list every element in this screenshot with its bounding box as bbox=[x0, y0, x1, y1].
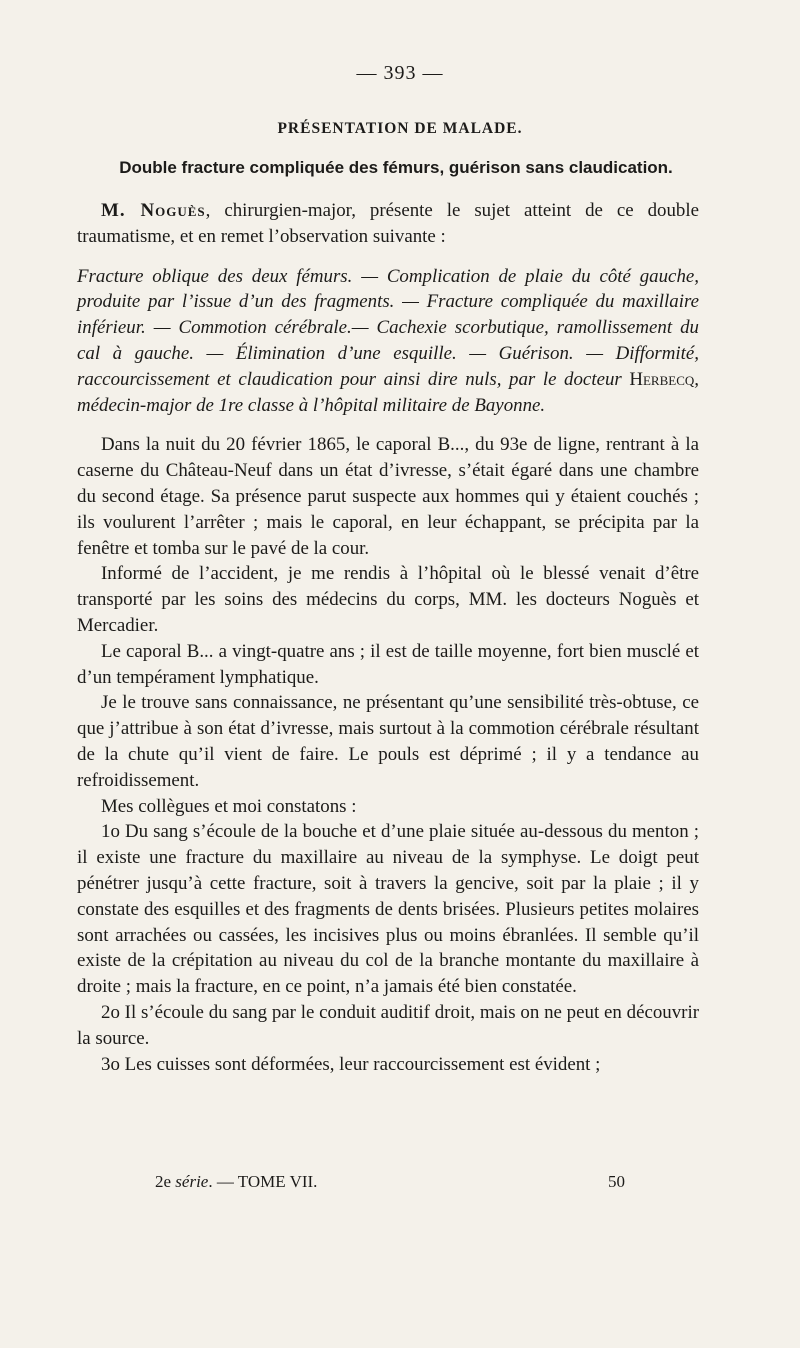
case-title: Double fracture compliquée des fémurs, guérison sans claudication. bbox=[119, 158, 673, 177]
series-word: série bbox=[175, 1172, 209, 1191]
body-text bbox=[77, 198, 699, 1077]
paragraph-3: Le caporal B... a vingt-quatre ans ; il est de taille moyenne, fort bien musclé et d’un tempérament lymphatique. bbox=[77, 640, 699, 688]
paragraph-8: 3o Les cuisses sont déformées, leur raccourcissement est évident ; bbox=[101, 1053, 601, 1075]
signature-mark: 50 bbox=[608, 1172, 625, 1191]
intro-lead: M. Noguès bbox=[101, 200, 206, 221]
intro-paragraph bbox=[77, 198, 699, 250]
paragraph-7: 2o Il s’écoule du sang par le conduit auditif droit, mais on ne peut en découvrir la source. bbox=[77, 1001, 699, 1049]
page-number: — 393 — bbox=[356, 62, 444, 84]
observation-author: Herbecq bbox=[629, 368, 695, 390]
paragraph-5: Mes collègues et moi constatons : bbox=[101, 795, 357, 817]
observation-title-part1: Fracture oblique des deux fémurs. — Complication de plaie du côté gauche, produite par l’issue d’un des fragments. — Fracture compliquée du maxillaire inférieur. — Commotion cérébrale.— Cachexie scorbutique, ramollissement du cal à gauche. — Élimination d’une esquille. — Guérison. — Difformité, raccourcissement et claudication pour ainsi dire nuls, par le docteur bbox=[77, 265, 699, 390]
observation-title bbox=[77, 264, 699, 419]
paragraph-4: Je le trouve sans connaissance, ne présentant qu’une sensibilité très-obtuse, ce que j’attribue à son état d’ivresse, mais surtout à la commotion cérébrale résultant de la chute qu’il vient de faire. Le pouls est déprimé ; il y a tendance au refroidissement. bbox=[77, 692, 699, 791]
paragraph-1: Dans la nuit du 20 février 1865, le caporal B..., du 93e de ligne, rentrant à la caserne du Château-Neuf dans un état d’ivresse, s’était égaré dans une chambre du second étage. Sa présence parut suspecte aux hommes qui y étaient couchés ; ils voulurent l’arrêter ; mais le caporal, en leur échappant, se précipita par la fenêtre et tomba sur le pavé de la cour. bbox=[77, 434, 699, 559]
series-prefix: 2e bbox=[155, 1172, 172, 1191]
page-footer bbox=[155, 1172, 625, 1192]
observation-title-part2: , médecin-major de 1re classe à l’hôpital militaire de Bayonne. bbox=[77, 368, 699, 416]
paragraph-2: Informé de l’accident, je me rendis à l’hôpital où le blessé venait d’être transporté par les soins des médecins du corps, MM. les docteurs Noguès et Mercadier. bbox=[77, 563, 699, 636]
intro-text: , chirurgien-major, présente le sujet atteint de ce double traumatisme, et en remet l’observation suivante : bbox=[77, 200, 699, 247]
series-line bbox=[155, 1172, 317, 1192]
tome-label: . — TOME VII. bbox=[208, 1172, 318, 1191]
section-title: PRÉSENTATION DE MALADE. bbox=[277, 120, 523, 137]
paragraph-6: 1o Du sang s’écoule de la bouche et d’une plaie située au-dessous du menton ; il existe une fracture du maxillaire au niveau de la symphyse. Le doigt peut pénétrer jusqu’à cette fracture, soit à travers la gencive, soit par la plaie ; il y constate des esquilles et des fragments de dents brisées. Plusieurs petites molaires sont arrachées ou cassées, les incisives plus ou moins ébranlées. Il semble qu’il existe de la crépitation au niveau du col de la branche montante du maxillaire à droite ; mais la fracture, en ce point, n’a jamais été bien constatée. bbox=[77, 821, 699, 998]
